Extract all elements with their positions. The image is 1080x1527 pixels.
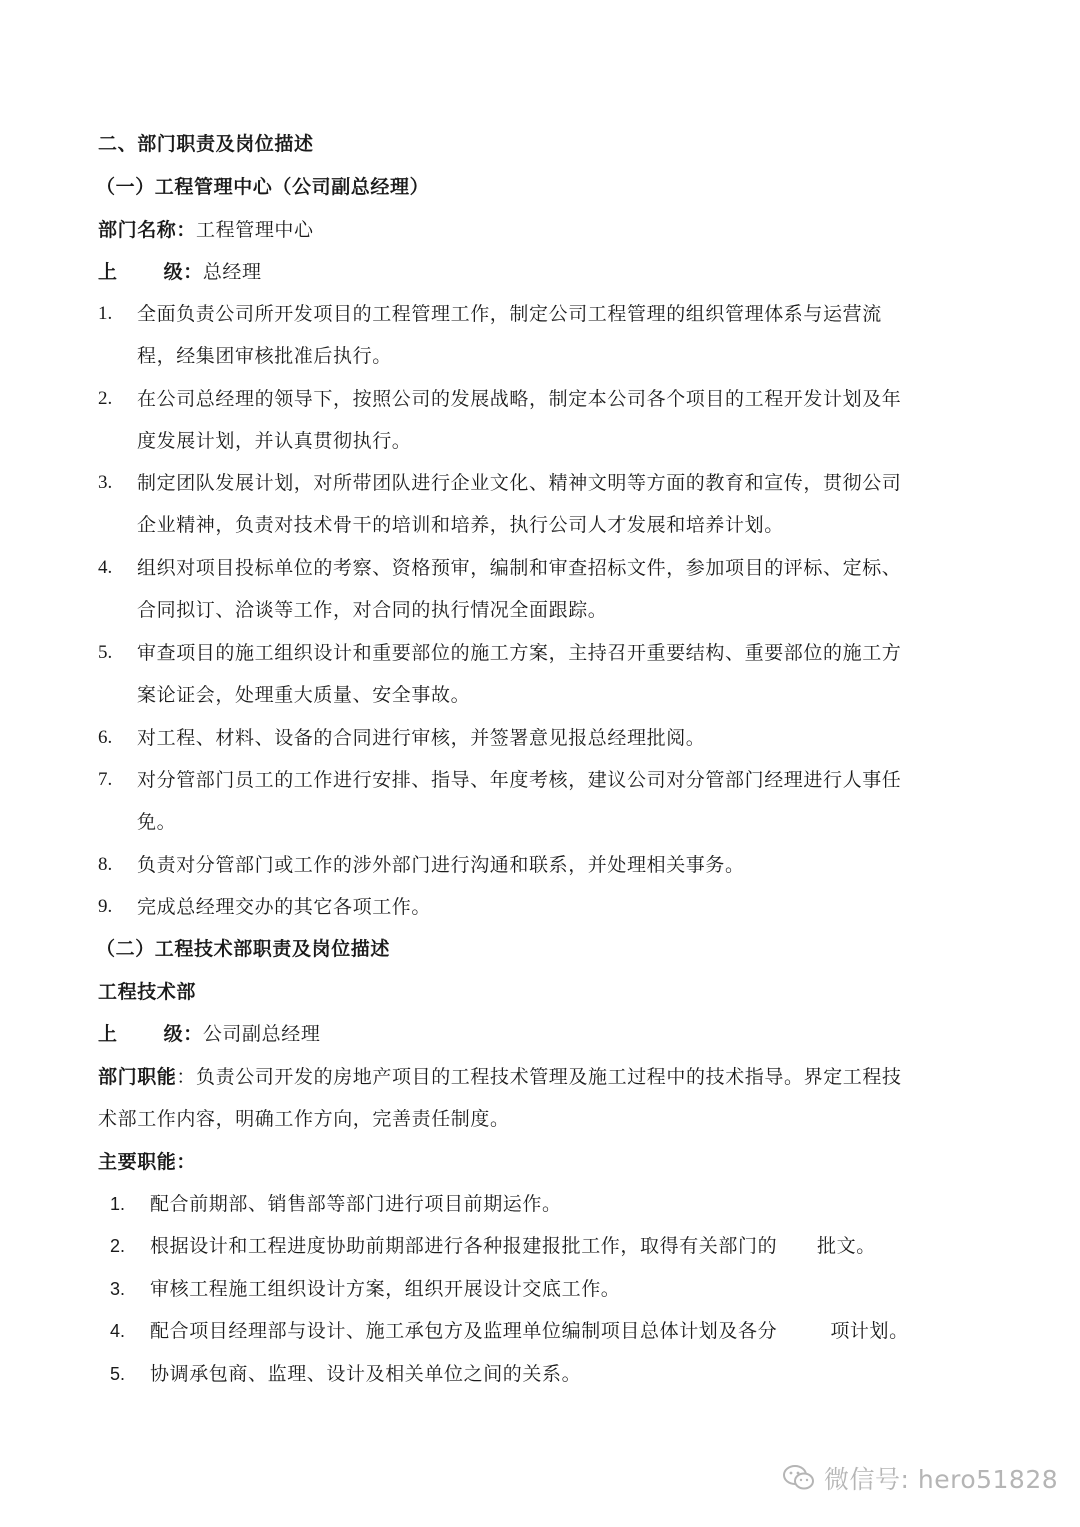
list-item-line: 对工程、材料、设备的合同进行审核，并签署意见报总经理批阅。	[137, 727, 706, 749]
section2-function-line2: 术部工作内容，明确工作方向，完善责任制度。	[98, 1108, 510, 1130]
wechat-icon	[782, 1463, 816, 1493]
list-item-line: 根据设计和工程进度协助前期部进行各种报建报批工作，取得有关部门的 批文。	[150, 1235, 876, 1257]
dept-name-value: 工程管理中心	[196, 219, 314, 241]
list-item-line: 完成总经理交办的其它各项工作。	[137, 896, 432, 918]
list-item-line: 组织对项目投标单位的考察、资格预审，编制和审查招标文件，参加项目的评标、定标、	[137, 557, 902, 579]
list-item-line: 审核工程施工组织设计方案，组织开展设计交底工作。	[150, 1278, 621, 1300]
list-item-number: 4.	[110, 1321, 126, 1341]
list-item-number: 1.	[110, 1194, 126, 1214]
section2-title: （二）工程技术部职责及岗位描述	[96, 938, 391, 960]
superior-label-a: 上	[98, 261, 118, 283]
list-item-line: 审查项目的施工组织设计和重要部位的施工方案，主持召开重要结构、重要部位的施工方	[137, 642, 902, 664]
section2-function-line1	[98, 1065, 902, 1089]
main-functions-label: 主要职能：	[98, 1151, 197, 1173]
list-item-number: 6.	[98, 727, 113, 748]
list-item-line: 全面负责公司所开发项目的工程管理工作，制定公司工程管理的组织管理体系与运营流	[137, 303, 882, 325]
list-item-number: 2.	[98, 388, 113, 409]
list-item-line: 企业精神，负责对技术骨干的培训和培养，执行公司人才发展和培养计划。	[137, 514, 784, 536]
superior-label-a: 上	[98, 1023, 118, 1045]
list-item-line: 免。	[137, 811, 177, 833]
section1-dept-name	[98, 218, 314, 242]
list-item-number: 5.	[98, 642, 113, 663]
list-item-number: 8.	[98, 854, 113, 875]
list-item-number: 3.	[110, 1279, 126, 1299]
list-item-line: 负责对分管部门或工作的涉外部门进行沟通和联系，并处理相关事务。	[137, 854, 745, 876]
superior-value: 总经理	[202, 261, 262, 283]
section1-title: （一）工程管理中心（公司副总经理）	[96, 176, 430, 198]
list-item-line: 度发展计划，并认真贯彻执行。	[137, 430, 412, 452]
superior-label-b: 级：	[163, 261, 203, 283]
dept-name-label: 部门名称：	[98, 219, 197, 241]
list-item-line: 协调承包商、监理、设计及相关单位之间的关系。	[150, 1363, 582, 1385]
watermark	[782, 1456, 1058, 1500]
watermark-text: 微信号: hero51828	[824, 1465, 1059, 1494]
list-item-number: 5.	[110, 1364, 126, 1384]
list-item-number: 1.	[98, 303, 113, 324]
list-item-line: 配合项目经理部与设计、施工承包方及监理单位编制项目总体计划及各分 项计划。	[150, 1320, 909, 1342]
list-item-number: 7.	[98, 769, 113, 790]
list-item-line: 制定团队发展计划，对所带团队进行企业文化、精神文明等方面的教育和宣传，贯彻公司	[137, 472, 902, 494]
list-item-line: 程，经集团审核批准后执行。	[137, 345, 392, 367]
list-item-number: 2.	[110, 1236, 126, 1256]
list-item-line: 在公司总经理的领导下，按照公司的发展战略，制定本公司各个项目的工程开发计划及年	[137, 388, 902, 410]
superior-value: 公司副总经理	[202, 1023, 321, 1045]
superior-label-b: 级：	[163, 1023, 203, 1045]
list-item-line: 配合前期部、销售部等部门进行项目前期运作。	[150, 1193, 562, 1215]
list-item-line: 案论证会，处理重大质量、安全事故。	[137, 684, 471, 706]
list-item-line: 对分管部门员工的工作进行安排、指导、年度考核，建议公司对分管部门经理进行人事任	[137, 769, 902, 791]
section2-dept: 工程技术部	[98, 981, 197, 1003]
main-heading: 二、部门职责及岗位描述	[98, 133, 314, 155]
function-text: ：负责公司开发的房地产项目的工程技术管理及施工过程中的技术指导。界定工程技	[176, 1066, 902, 1088]
section2-superior	[98, 1022, 320, 1046]
list-item-number: 4.	[98, 557, 113, 578]
list-item-number: 9.	[98, 896, 113, 917]
list-item-line: 合同拟订、洽谈等工作，对合同的执行情况全面跟踪。	[137, 599, 608, 621]
function-label: 部门职能	[98, 1066, 177, 1088]
list-item-number: 3.	[98, 472, 113, 493]
section1-superior	[98, 260, 262, 284]
